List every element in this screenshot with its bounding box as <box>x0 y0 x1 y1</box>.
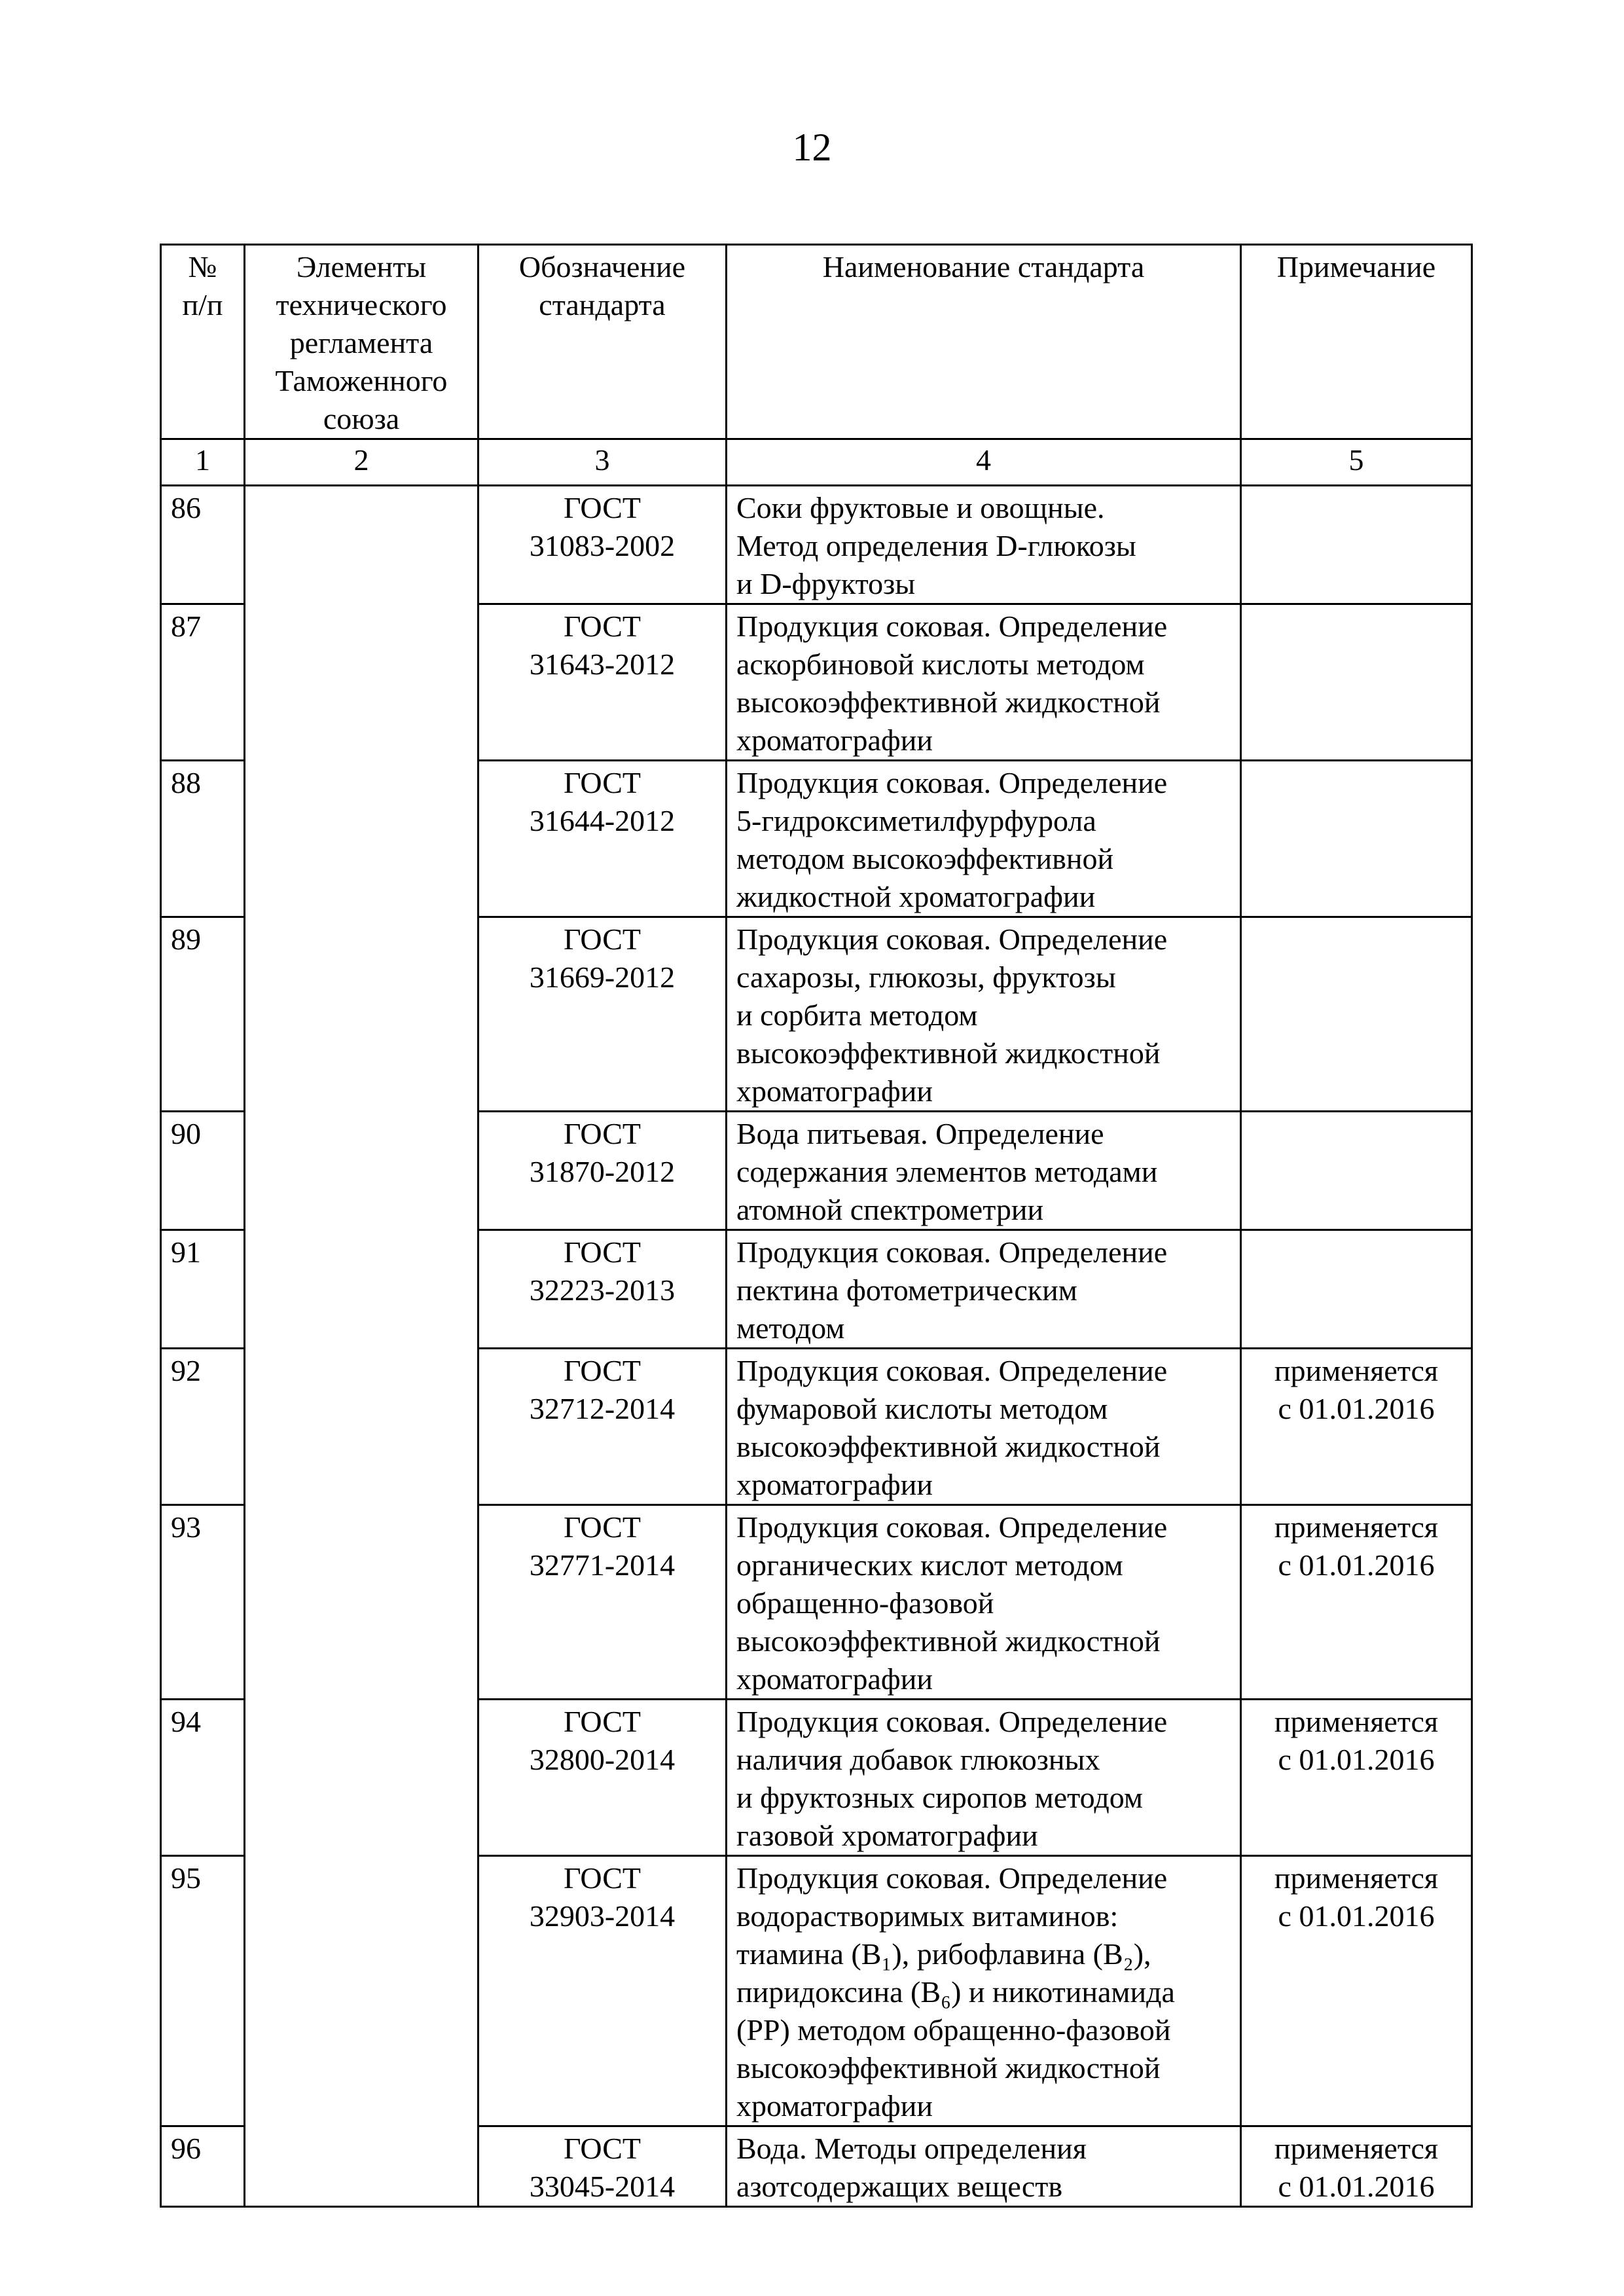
standard-designation <box>478 1700 727 1856</box>
standard-designation-line: ГОСТ <box>563 1117 641 1150</box>
standard-designation-line: ГОСТ <box>563 1235 641 1269</box>
header-row <box>161 245 1472 439</box>
standard-name-line: высокоэффективной жидкостной <box>736 685 1161 719</box>
standard-name-line: пиридоксина (B₆) и никотинамида <box>736 1975 1175 2009</box>
standard-name-line: высокоэффективной жидкостной <box>736 1036 1161 1070</box>
standard-name-line: Продукция соковая. Определение <box>736 922 1168 956</box>
standard-name-line: хроматографии <box>736 1468 933 1501</box>
header-line: Таможенного <box>275 364 448 397</box>
standard-designation-line: ГОСТ <box>563 1510 641 1544</box>
standard-note <box>1241 604 1472 761</box>
standard-note <box>1241 2126 1472 2207</box>
standard-name-line: тиамина (B₁), рибофлавина (B₂), <box>736 1937 1151 1971</box>
standard-designation-line: 32800-2014 <box>529 1743 676 1776</box>
header-line: союза <box>323 402 400 435</box>
standard-note <box>1241 1349 1472 1505</box>
standard-designation <box>478 1505 727 1700</box>
standard-name-line: Продукция соковая. Определение <box>736 1705 1168 1738</box>
standard-designation <box>478 2126 727 2207</box>
standard-designation-line: 31083-2002 <box>529 529 676 562</box>
standard-designation <box>478 1349 727 1505</box>
standard-name-line: хроматографии <box>736 1074 933 1108</box>
standard-note-line: применяется <box>1274 1354 1439 1387</box>
standard-designation-line: ГОСТ <box>563 922 641 956</box>
header-line: регламента <box>289 326 433 359</box>
column-number: 2 <box>245 439 478 486</box>
column-number: 3 <box>478 439 727 486</box>
standard-designation <box>478 604 727 761</box>
standard-designation-line: 31669-2012 <box>529 960 676 994</box>
standard-designation-line: 32223-2013 <box>529 1273 676 1307</box>
column-number: 4 <box>727 439 1241 486</box>
standard-designation-line: 32903-2014 <box>529 1899 676 1933</box>
standard-note-line: с 01.01.2016 <box>1278 1392 1435 1425</box>
header-designation <box>478 245 727 439</box>
column-numbers-row <box>161 439 1472 486</box>
standard-name-line: Вода. Методы определения <box>736 2132 1087 2165</box>
header-line: № <box>188 250 217 283</box>
standard-name-line: высокоэффективной жидкостной <box>736 2051 1161 2085</box>
standard-name <box>727 2126 1241 2207</box>
row-number: 92 <box>161 1349 245 1505</box>
header-line: Примечание <box>1276 250 1436 283</box>
standard-note-line: применяется <box>1274 2132 1439 2165</box>
standard-name-line: методом <box>736 1311 845 1345</box>
row-number: 90 <box>161 1112 245 1230</box>
row-number: 93 <box>161 1505 245 1700</box>
standard-note <box>1241 1856 1472 2126</box>
standard-name <box>727 486 1241 604</box>
standard-name-line: и D-фруктозы <box>736 567 916 600</box>
standard-name <box>727 1505 1241 1700</box>
standard-designation <box>478 486 727 604</box>
standard-name <box>727 1856 1241 2126</box>
header-line: п/п <box>182 288 223 321</box>
standard-designation <box>478 761 727 917</box>
standard-note <box>1241 1112 1472 1230</box>
header-note <box>1241 245 1472 439</box>
standard-designation-line: 32712-2014 <box>529 1392 676 1425</box>
standard-note-line: с 01.01.2016 <box>1278 1548 1435 1582</box>
row-number: 89 <box>161 917 245 1112</box>
header-line: Обозначение <box>518 250 686 283</box>
standard-note <box>1241 1505 1472 1700</box>
column-number: 5 <box>1241 439 1472 486</box>
standard-name-line: пектина фотометрическим <box>736 1273 1077 1307</box>
row-number: 94 <box>161 1700 245 1856</box>
standard-name <box>727 761 1241 917</box>
regulation-elements-cell <box>245 486 478 2207</box>
standard-name-line: сахарозы, глюкозы, фруктозы <box>736 960 1116 994</box>
standard-name <box>727 1349 1241 1505</box>
standard-note <box>1241 1700 1472 1856</box>
standard-name-line: атомной спектрометрии <box>736 1193 1044 1226</box>
column-number: 1 <box>161 439 245 486</box>
row-number: 86 <box>161 486 245 604</box>
standard-name-line: фумаровой кислоты методом <box>736 1392 1108 1425</box>
standard-designation-line: 31644-2012 <box>529 804 676 837</box>
header-line: Наименование стандарта <box>822 250 1145 283</box>
standard-name-line: азотсодержащих веществ <box>736 2170 1063 2203</box>
standard-name-line: Вода питьевая. Определение <box>736 1117 1104 1150</box>
header-line: Элементы <box>296 250 427 283</box>
standard-note-line: с 01.01.2016 <box>1278 2170 1435 2203</box>
standard-designation <box>478 1112 727 1230</box>
standard-name <box>727 1700 1241 1856</box>
row-number: 88 <box>161 761 245 917</box>
standard-designation-line: ГОСТ <box>563 1705 641 1738</box>
standard-name-line: Продукция соковая. Определение <box>736 1235 1168 1269</box>
standard-name-line: хроматографии <box>736 1662 933 1696</box>
standard-name-line: 5-гидроксиметилфурфурола <box>736 804 1096 837</box>
standard-name-line: и фруктозных сиропов методом <box>736 1781 1143 1814</box>
header-line: стандарта <box>539 288 666 321</box>
row-number: 91 <box>161 1230 245 1349</box>
standards-table <box>160 244 1473 2208</box>
standard-note <box>1241 917 1472 1112</box>
standard-designation <box>478 1856 727 2126</box>
standard-note <box>1241 486 1472 604</box>
standard-name-line: и сорбита методом <box>736 998 978 1032</box>
standard-designation-line: 33045-2014 <box>529 2170 676 2203</box>
standard-designation-line: ГОСТ <box>563 766 641 799</box>
standard-note <box>1241 761 1472 917</box>
standard-note-line: применяется <box>1274 1861 1439 1895</box>
row-number: 87 <box>161 604 245 761</box>
standard-designation-line: 31870-2012 <box>529 1155 676 1188</box>
table-body <box>161 486 1472 2207</box>
header-name <box>727 245 1241 439</box>
standard-name-line: жидкостной хроматографии <box>736 880 1096 913</box>
standard-note <box>1241 1230 1472 1349</box>
standard-name-line: хроматографии <box>736 2089 933 2123</box>
standard-name-line: содержания элементов методами <box>736 1155 1158 1188</box>
standard-name-line: водорастворимых витаминов: <box>736 1899 1119 1933</box>
standard-name <box>727 604 1241 761</box>
standard-note-line: применяется <box>1274 1510 1439 1544</box>
standard-designation <box>478 917 727 1112</box>
standard-name-line: аскорбиновой кислоты методом <box>736 647 1145 681</box>
standard-name-line: газовой хроматографии <box>736 1819 1038 1852</box>
standard-note-line: применяется <box>1274 1705 1439 1738</box>
page-number: 12 <box>792 126 832 169</box>
header-elements <box>245 245 478 439</box>
standard-name-line: Метод определения D-глюкозы <box>736 529 1136 562</box>
standard-name-line: Продукция соковая. Определение <box>736 766 1168 799</box>
standard-designation-line: ГОСТ <box>563 1861 641 1895</box>
standard-designation-line: ГОСТ <box>563 1354 641 1387</box>
standard-name <box>727 1112 1241 1230</box>
standard-note-line: с 01.01.2016 <box>1278 1743 1435 1776</box>
standard-name-line: высокоэффективной жидкостной <box>736 1430 1161 1463</box>
header-line: технического <box>276 288 447 321</box>
header-number <box>161 245 245 439</box>
standard-name-line: методом высокоэффективной <box>736 842 1114 875</box>
standard-name-line: Продукция соковая. Определение <box>736 1354 1168 1387</box>
standard-name-line: Продукция соковая. Определение <box>736 610 1168 643</box>
standard-name-line: Продукция соковая. Определение <box>736 1510 1168 1544</box>
row-number: 96 <box>161 2126 245 2207</box>
standard-name-line: наличия добавок глюкозных <box>736 1743 1100 1776</box>
table-row <box>161 486 1472 604</box>
standard-designation-line: 32771-2014 <box>529 1548 676 1582</box>
standard-name-line: (PP) методом обращенно-фазовой <box>736 2013 1171 2047</box>
standard-name-line: органических кислот методом <box>736 1548 1123 1582</box>
standard-name-line: Соки фруктовые и овощные. <box>736 491 1105 524</box>
standard-designation-line: ГОСТ <box>563 610 641 643</box>
standard-name <box>727 917 1241 1112</box>
standard-designation-line: 31643-2012 <box>529 647 676 681</box>
standard-name-line: высокоэффективной жидкостной <box>736 1624 1161 1658</box>
standard-name-line: Продукция соковая. Определение <box>736 1861 1168 1895</box>
standard-note-line: с 01.01.2016 <box>1278 1899 1435 1933</box>
standard-designation-line: ГОСТ <box>563 2132 641 2165</box>
standard-designation-line: ГОСТ <box>563 491 641 524</box>
standard-name-line: обращенно-фазовой <box>736 1586 994 1620</box>
standard-designation <box>478 1230 727 1349</box>
row-number: 95 <box>161 1856 245 2126</box>
standard-name <box>727 1230 1241 1349</box>
standard-name-line: хроматографии <box>736 723 933 757</box>
